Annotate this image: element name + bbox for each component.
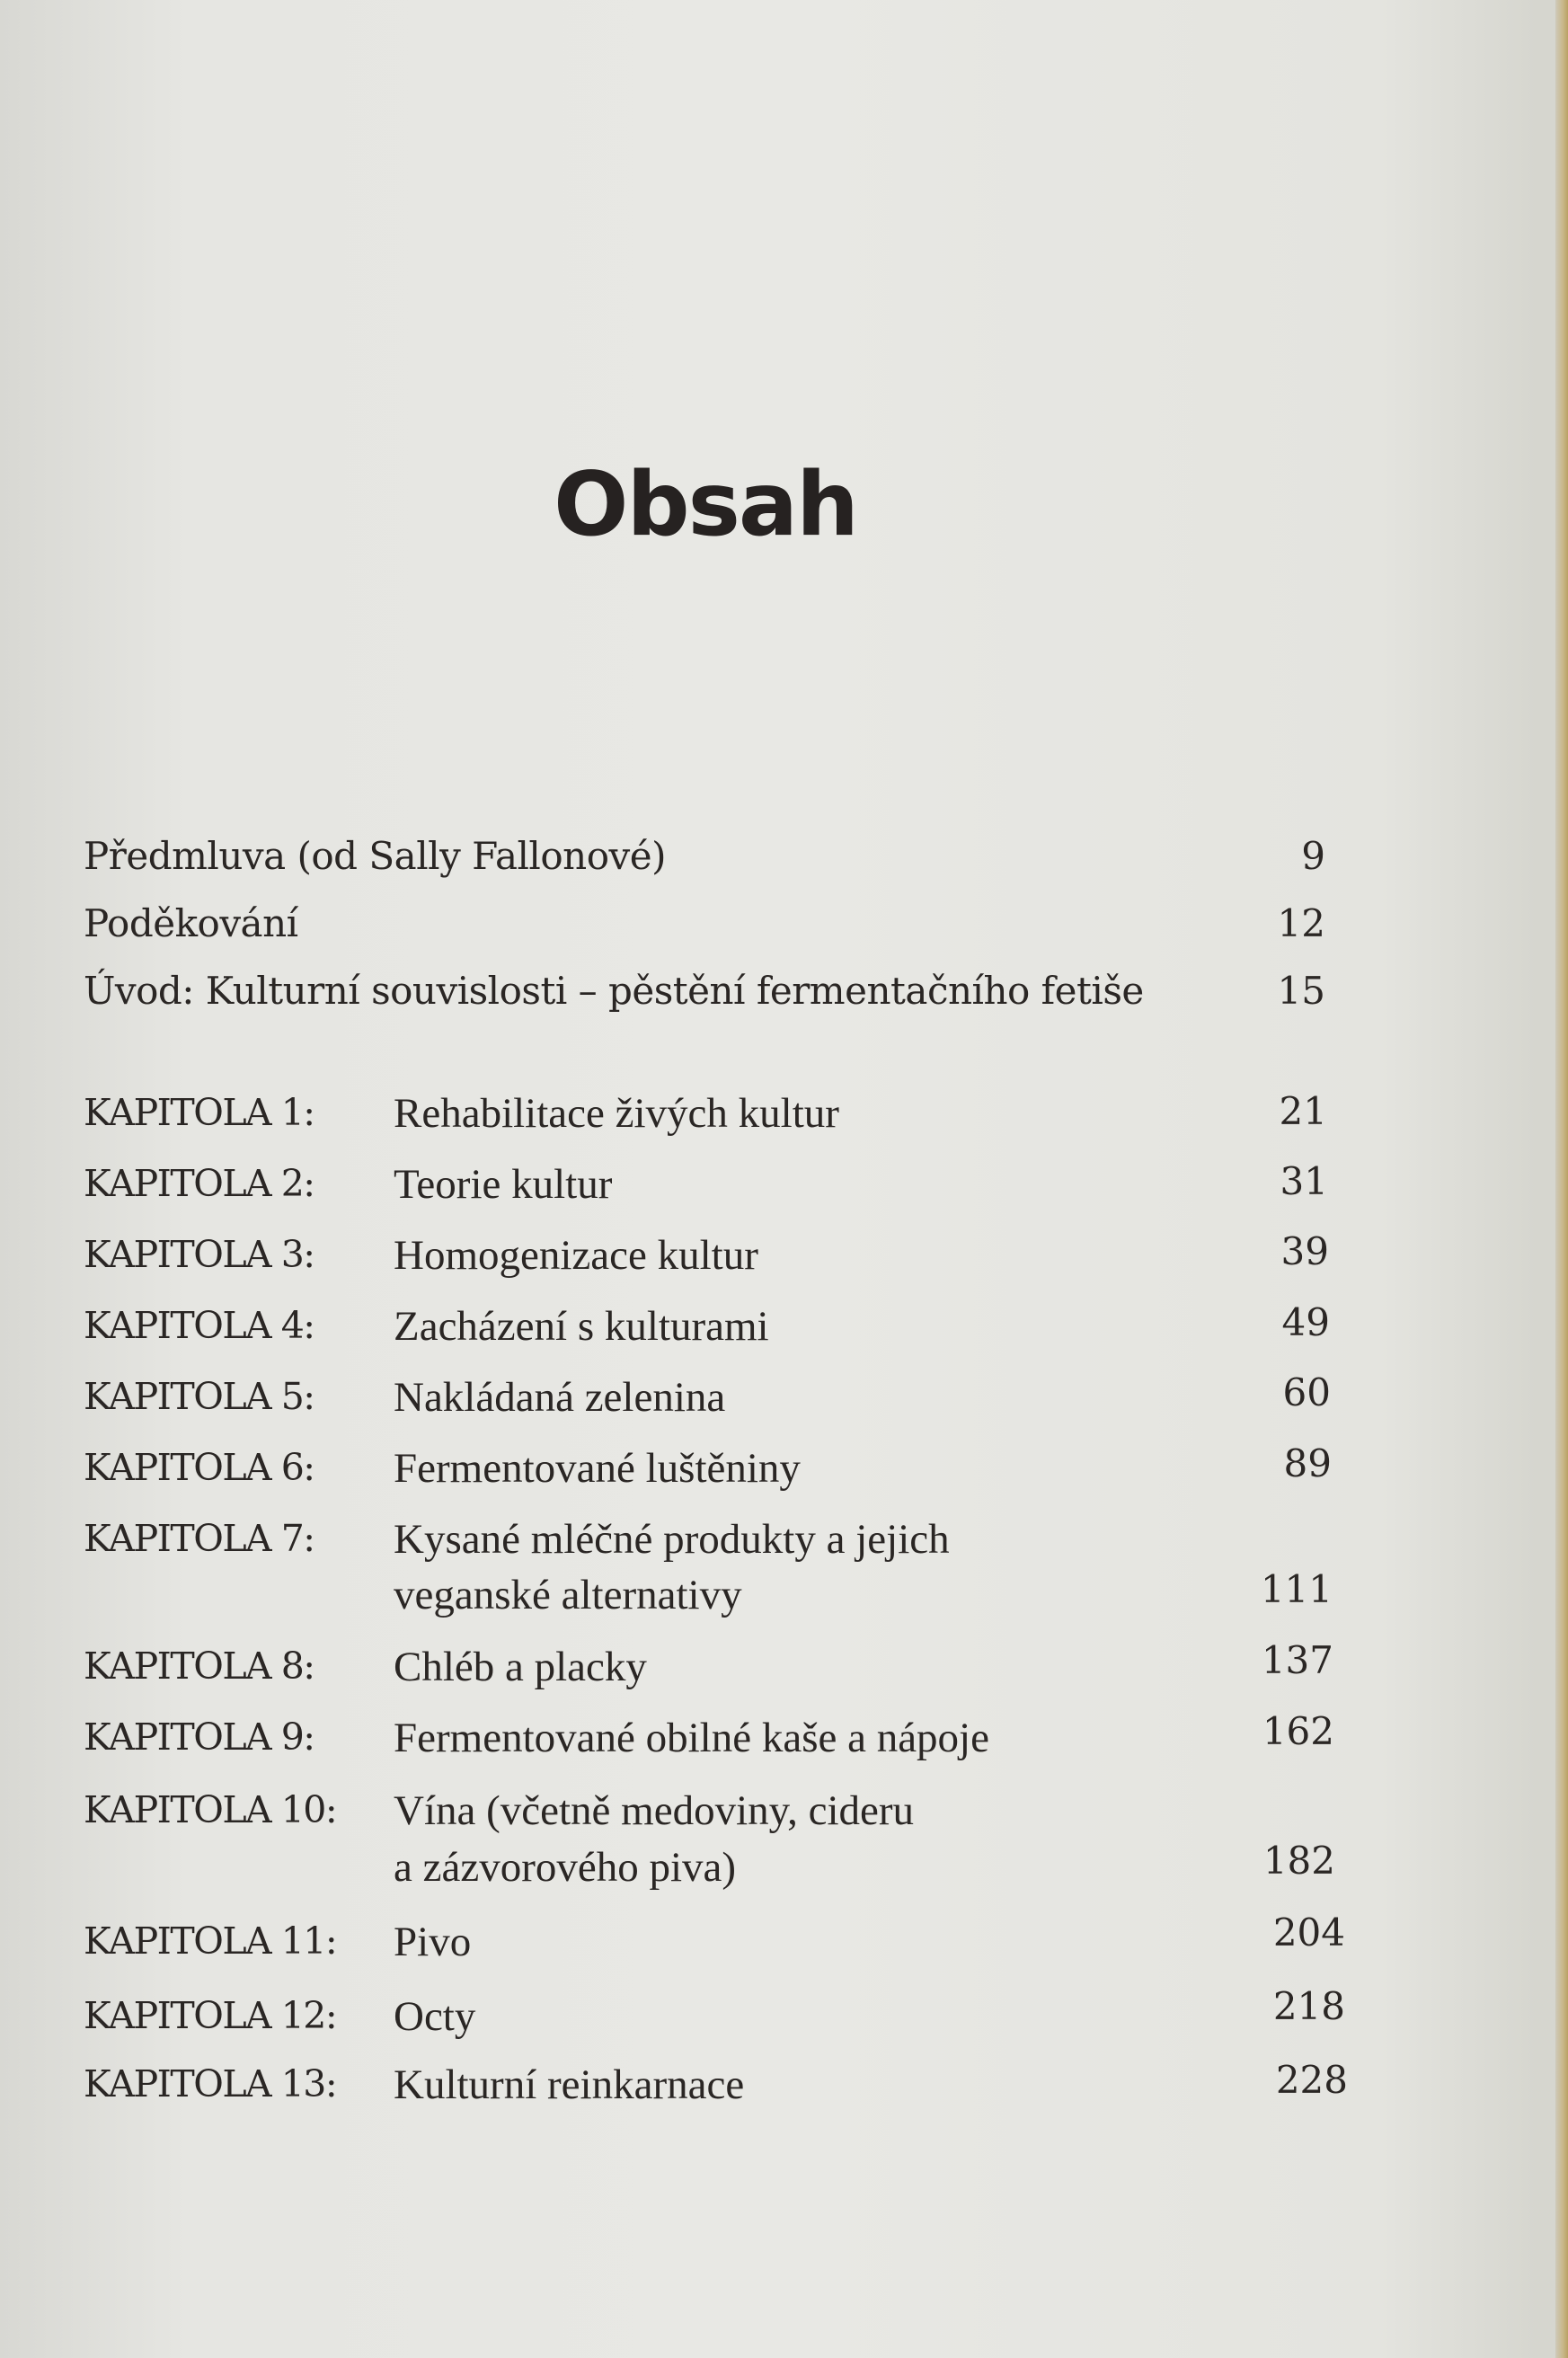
front-matter-page: 15: [1277, 969, 1325, 1013]
page-title: Obsah: [554, 454, 857, 556]
chapter-title: Kulturní reinkarnace: [394, 2061, 745, 2108]
chapter-title: Rehabilitace živých kultur: [394, 1090, 839, 1137]
chapter-page: 60: [1282, 1370, 1331, 1414]
chapter-title: Octy: [394, 1993, 476, 2040]
chapter-page: 21: [1279, 1089, 1327, 1133]
chapter-label: KAPITOLA 9:: [84, 1715, 314, 1759]
chapter-page: 137: [1261, 1638, 1333, 1682]
chapter-page: 218: [1272, 1984, 1345, 2028]
chapter-title: Teorie kultur: [394, 1161, 613, 1208]
chapter-label: KAPITOLA 6:: [84, 1446, 314, 1489]
front-matter-title: Úvod: Kulturní souvislosti – pěstění fermentačního fetiše: [84, 969, 1144, 1013]
chapter-label: KAPITOLA 8:: [84, 1644, 314, 1688]
chapter-title: Zacházení s kulturami: [394, 1303, 769, 1350]
chapter-label: KAPITOLA 3:: [84, 1233, 314, 1276]
chapter-label: KAPITOLA 13:: [84, 2062, 337, 2105]
chapter-title: Chléb a placky: [394, 1644, 647, 1690]
chapter-title: Pivo: [394, 1919, 472, 1965]
chapter-title: Homogenizace kultur: [394, 1232, 758, 1279]
front-matter-page: 9: [1301, 834, 1325, 878]
chapter-label: KAPITOLA 5:: [84, 1375, 314, 1418]
chapter-page: 31: [1280, 1159, 1328, 1203]
chapter-title: Nakládaná zelenina: [394, 1374, 726, 1421]
front-matter-page: 12: [1277, 901, 1325, 945]
chapter-label: KAPITOLA 1:: [84, 1091, 314, 1134]
chapter-label: KAPITOLA 10:: [84, 1788, 337, 1831]
chapter-label: KAPITOLA 11:: [84, 1919, 337, 1963]
chapter-page: 182: [1262, 1839, 1335, 1883]
chapter-title: Vína (včetně medoviny, cideru: [394, 1787, 915, 1834]
chapter-page: 89: [1283, 1441, 1332, 1485]
chapter-page: 39: [1280, 1229, 1329, 1273]
chapter-title: Kysané mléčné produkty a jejich: [394, 1516, 950, 1563]
chapter-page: 204: [1272, 1910, 1345, 1955]
front-matter-title: Předmluva (od Sally Fallonové): [84, 834, 666, 878]
chapter-title: Fermentované obilné kaše a nápoje: [394, 1715, 989, 1761]
chapter-title-continued: a zázvorového piva): [394, 1844, 737, 1891]
chapter-label: KAPITOLA 2:: [84, 1162, 314, 1205]
page-edge: [1555, 0, 1568, 2358]
chapter-title: Fermentované luštěniny: [394, 1445, 801, 1492]
chapter-label: KAPITOLA 12:: [84, 1994, 337, 2037]
chapter-title-continued: veganské alternativy: [394, 1572, 742, 1618]
front-matter-title: Poděkování: [84, 901, 298, 945]
chapter-page: 49: [1281, 1300, 1330, 1344]
chapter-label: KAPITOLA 7:: [84, 1517, 314, 1560]
chapter-page: 228: [1275, 2058, 1348, 2102]
chapter-page: 111: [1260, 1567, 1333, 1611]
chapter-page: 162: [1262, 1709, 1334, 1753]
chapter-label: KAPITOLA 4:: [84, 1304, 314, 1347]
